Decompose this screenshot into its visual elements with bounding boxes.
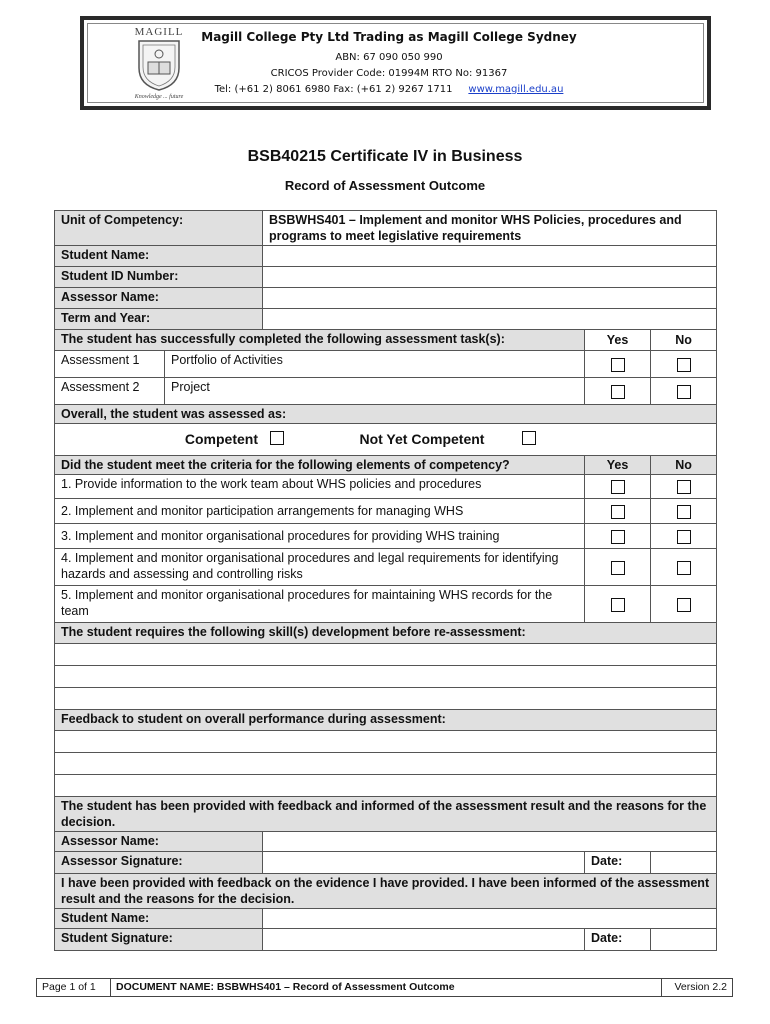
- abn: ABN: 67 090 050 990: [335, 52, 443, 63]
- assessor-date-field[interactable]: [651, 852, 717, 874]
- college-logo: [130, 26, 188, 102]
- term-year-label: Term and Year:: [55, 309, 263, 330]
- assessor-date-label: Date:: [585, 852, 651, 874]
- task-2-yes-checkbox[interactable]: [611, 385, 625, 399]
- criterion-item: 1. Provide information to the work team about WHS policies and procedures: [55, 475, 585, 499]
- criterion-3-no-checkbox[interactable]: [677, 530, 691, 544]
- footer-version: Version 2.2: [674, 981, 727, 993]
- criterion-1-no-checkbox[interactable]: [677, 480, 691, 494]
- criterion-1-yes-checkbox[interactable]: [611, 480, 625, 494]
- assessor-name-sign-field[interactable]: [263, 832, 717, 852]
- criterion-item: 3. Implement and monitor organisational procedures for providing WHS training: [55, 524, 585, 549]
- footer-document-name: DOCUMENT NAME: BSBWHS401 – Record of Assessment Outcome: [111, 979, 662, 996]
- criterion-2-yes-checkbox[interactable]: [611, 505, 625, 519]
- assessor-name-field[interactable]: [263, 288, 717, 309]
- contact-phone-fax: Tel: (+61 2) 8061 6980 Fax: (+61 2) 9267 1711: [214, 84, 453, 95]
- document-title: BSB40215 Certificate IV in Business: [247, 148, 523, 165]
- criteria-no-header: No: [651, 456, 717, 475]
- footer-page-number: Page 1 of 1: [37, 979, 111, 996]
- term-year-field[interactable]: [263, 309, 717, 330]
- assessor-signature-field[interactable]: [263, 852, 585, 874]
- criteria-yes-header: Yes: [585, 456, 651, 475]
- task-1-no-checkbox[interactable]: [677, 358, 691, 372]
- unit-value: BSBWHS401 – Implement and monitor WHS Policies, procedures and programs to meet legislative requirements: [263, 211, 717, 246]
- competent-label: Competent: [184, 431, 259, 448]
- task-1-yes-checkbox[interactable]: [611, 358, 625, 372]
- task-name: Portfolio of Activities: [165, 351, 585, 378]
- criterion-5-no-checkbox[interactable]: [677, 598, 691, 612]
- student-name-field[interactable]: [263, 246, 717, 267]
- feedback-line-1[interactable]: [55, 731, 717, 753]
- tasks-heading: The student has successfully completed the following assessment task(s):: [55, 330, 585, 351]
- org-name: Magill College Pty Ltd Trading as Magill College Sydney: [201, 30, 577, 44]
- student-signature-field[interactable]: [263, 929, 585, 951]
- letterhead-text: [194, 30, 584, 98]
- skills-line-3[interactable]: [55, 688, 717, 710]
- criterion-2-no-checkbox[interactable]: [677, 505, 691, 519]
- assessor-name-label: Assessor Name:: [55, 288, 263, 309]
- student-statement: I have been provided with feedback on the evidence I have provided. I have been informed of the assessment result and the reasons for the decision.: [55, 874, 717, 909]
- skills-heading: The student requires the following skill(s) development before re-assessment:: [55, 623, 717, 644]
- criterion-3-yes-checkbox[interactable]: [611, 530, 625, 544]
- logo-word: MAGILL: [134, 26, 184, 38]
- criterion-item: 5. Implement and monitor organisational procedures for maintaining WHS records for the team: [55, 586, 585, 623]
- skills-line-2[interactable]: [55, 666, 717, 688]
- assessor-name-sign-label: Assessor Name:: [55, 832, 263, 852]
- letterhead: [80, 16, 711, 110]
- criteria-heading: Did the student meet the criteria for the following elements of competency?: [55, 456, 585, 475]
- overall-result-row: [55, 424, 717, 456]
- student-date-label: Date:: [585, 929, 651, 951]
- student-id-label: Student ID Number:: [55, 267, 263, 288]
- crest-icon: [136, 38, 182, 92]
- not-yet-competent-label: Not Yet Competent: [359, 431, 485, 448]
- criterion-item: 4. Implement and monitor organisational procedures and legal requirements for identifying hazards and assessing and controlling risks: [55, 549, 585, 586]
- tasks-no-header: No: [651, 330, 717, 351]
- tasks-yes-header: Yes: [585, 330, 651, 351]
- feedback-line-2[interactable]: [55, 753, 717, 775]
- assessment-form: [54, 210, 717, 951]
- feedback-line-3[interactable]: [55, 775, 717, 797]
- page-footer: [36, 978, 733, 997]
- cricos: CRICOS Provider Code: 01994M RTO No: 91367: [270, 68, 508, 79]
- logo-motto: Knowledge ... future: [134, 94, 184, 100]
- task-label: Assessment 1: [55, 351, 165, 378]
- assessor-statement: The student has been provided with feedback and informed of the assessment result and the reasons for the decision.: [55, 797, 717, 832]
- criterion-5-yes-checkbox[interactable]: [611, 598, 625, 612]
- overall-heading: Overall, the student was assessed as:: [55, 405, 717, 424]
- student-signature-label: Student Signature:: [55, 929, 263, 951]
- criterion-4-yes-checkbox[interactable]: [611, 561, 625, 575]
- not-yet-competent-checkbox[interactable]: [522, 431, 536, 445]
- document-subtitle: Record of Assessment Outcome: [284, 178, 486, 193]
- assessor-signature-label: Assessor Signature:: [55, 852, 263, 874]
- criterion-item: 2. Implement and monitor participation arrangements for managing WHS: [55, 499, 585, 524]
- task-name: Project: [165, 378, 585, 405]
- feedback-heading: Feedback to student on overall performance during assessment:: [55, 710, 717, 731]
- student-name-label: Student Name:: [55, 246, 263, 267]
- unit-label: Unit of Competency:: [55, 211, 263, 246]
- student-date-field[interactable]: [651, 929, 717, 951]
- student-name-sign-field[interactable]: [263, 909, 717, 929]
- task-label: Assessment 2: [55, 378, 165, 405]
- student-id-field[interactable]: [263, 267, 717, 288]
- contact-line: [194, 82, 584, 98]
- website-link[interactable]: www.magill.edu.au: [468, 84, 564, 95]
- competent-checkbox[interactable]: [270, 431, 284, 445]
- task-2-no-checkbox[interactable]: [677, 385, 691, 399]
- student-name-sign-label: Student Name:: [55, 909, 263, 929]
- criterion-4-no-checkbox[interactable]: [677, 561, 691, 575]
- skills-line-1[interactable]: [55, 644, 717, 666]
